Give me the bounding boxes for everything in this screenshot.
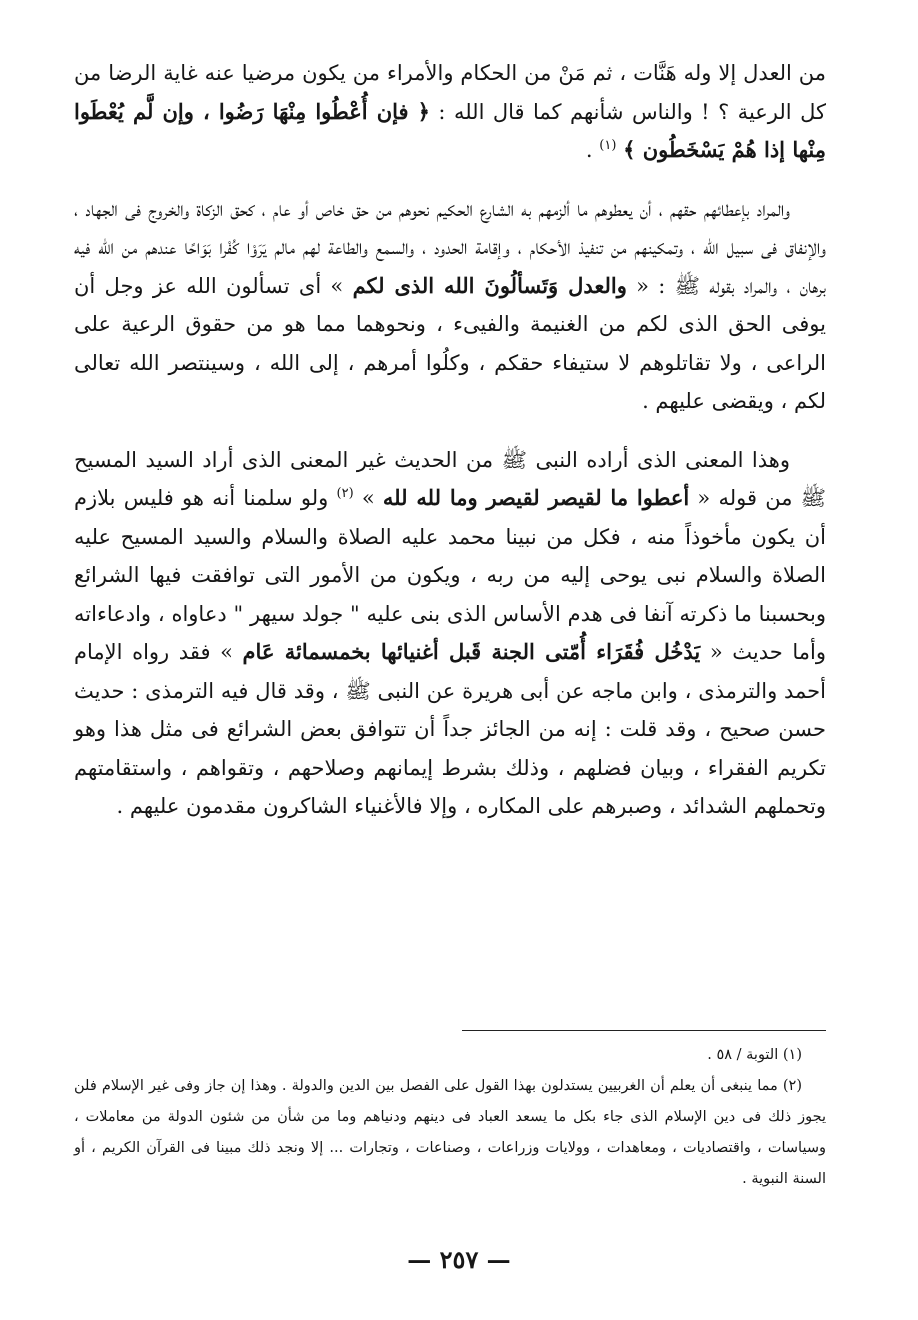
text-run: من العدل إلا وله هَنَّات ، ثم مَنْ من الحكام والأمراء من يكون مرضيا عنه غاية الرضا من كل الرعية ؟ ! والناس شأنهم كما قال الله :	[74, 61, 826, 124]
text-run: » فقد رواه الإمام أحمد والترمذى ، وابن ماجه عن أبى هريرة عن النبى ﷺ ، وقد قال فيه الترمذى : حديث حسن صحيح ، وقد قلت : إنه من الجائز جداً أن تتوافق بعض الشرائع فى مثل هذا وهو تكريم الفقراء ، وبيان فضلهم ، وذلك بشرط إيمانهم وصلاحهم ، وتقواهم ، واستقامتهم وتحملهم الشدائد ، وصبرهم على المكاره ، وإلا فالأغنياء الشاكرون مقدمون عليهم .	[74, 640, 826, 818]
main-text	[74, 54, 826, 826]
hadith-quote: والعدل وَتَسألُونَ الله الذى لكم	[352, 272, 627, 298]
paragraph-3	[74, 441, 826, 826]
text-run: »	[353, 486, 383, 510]
footnote-2: (٢) مما ينبغى أن يعلم أن الغربيين يستدلون بهذا القول على الفصل بين الدين والدولة . وهذا إن جاز وفى غير الإسلام فلن يجوز ذلك فى دين الإسلام الذى جاء بكل ما يسعد العباد فى دينهم ودنياهم وما من شأن من شئون الدولة من معاملات ، وسياسات ، واقتصاديات ، ومعاهدات ، وولايات وزراعات ، وصناعات ، وتجارات ... إلا ونجد ذلك مبينا فى القرآن الكريم ، أو السنة النبوية .	[74, 1078, 826, 1187]
footnotes	[74, 1040, 826, 1195]
quote-caesar: أعطوا ما لقيصر لقيصر وما لله لله	[382, 485, 690, 510]
text-run: .	[585, 138, 600, 162]
footnote-1: (١) التوبة / ٥٨ .	[707, 1047, 802, 1063]
footnote-ref-2: (٢)	[336, 486, 354, 501]
page-number: — ٢٥٧ —	[407, 1245, 511, 1274]
text-run: » أى تسألون الله عز وجل أن يوفى الحق الذى لكم من الغنيمة والفيىء ، ونحوهما مما هو من حقوق الرعية على الراعى ، ولا تقاتلوهم لا ستيفاء حقكم ، وكلُوا أمرهم ، إلى الله ، وسينتصر الله تعالى لكم ، ويقضى عليهم .	[74, 273, 826, 413]
text-run: والمراد بإعطائهم حقهم ، أن يعطوهم ما ألزمهم به الشارع الحكيم نحوهم من حق خاص أو عام ، كحق الزكاة والخروج فى الجهاد ، والإنفاق فى سبيل الله ، وتمكينهم من تنفيذ الأحكام ، وإقامة الحدود ، والسمع والطاعة لهم مالم يَرَوْا كُفْرا بَوَاحًا عندهم من الله فيه برهان ، والمراد بقوله ﷺ : «	[74, 196, 826, 298]
footnote-divider	[462, 1030, 826, 1031]
footnote-ref-1: (١)	[599, 138, 617, 153]
text-run: وهذا المعنى الذى أراده النبى ﷺ من الحديث غير المعنى الذى أراد السيد المسيح ﷺ من قوله «	[74, 447, 827, 510]
text-run: ولو سلمنا أنه هو فليس بلازم أن يكون مأخوذاً منه ، فكل من نبينا محمد عليه الصلاة والسلام والسيد المسيح عليه الصلاة والسلام نبى يوحى إليه من ربه ، ويكون من الأمور التى توافقت فيها الشرائع وبحسبنا ما ذكرته آنفا فى هدم الأساس الذى بنى عليه " جولد سيهر " دعاواه ، وادعاءاته وأما حديث «	[74, 486, 826, 664]
paragraph-2	[74, 190, 826, 421]
paragraph-1	[74, 54, 826, 170]
quran-verse: ﴿ فإن أُعْطُوا مِنْهَا رَضُوا ، وإن لَّم يُعْطَوا مِنْها إذا هُمْ يَسْخَطُون ﴾	[74, 98, 826, 162]
hadith-quote: يَدْخُل فُقَرَاء أُمّتى الجنة قَبل أغنيائها بخمسمائة عَام	[242, 639, 701, 664]
